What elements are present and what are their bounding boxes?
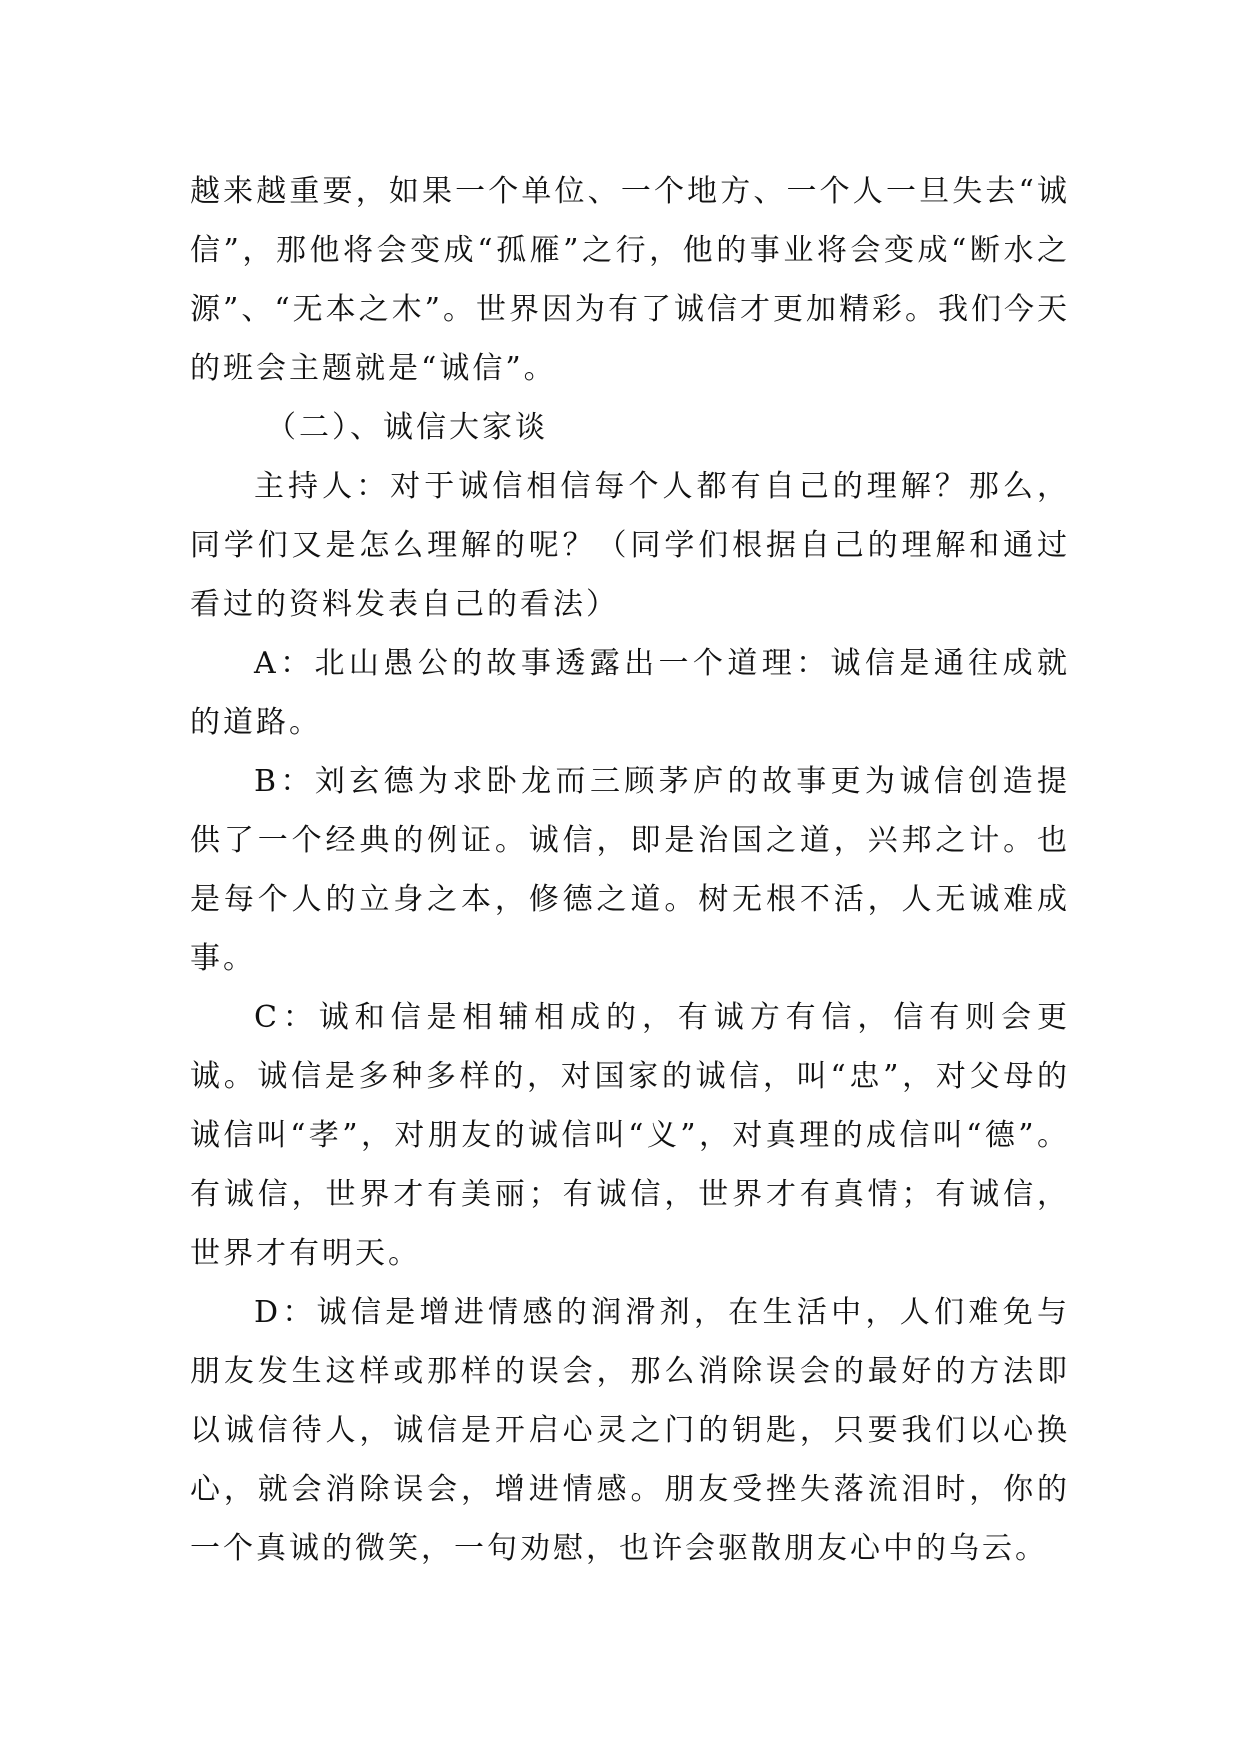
paragraph-c: C：诚和信是相辅相成的，有诚方有信，信有则会更诚。诚信是多种多样的，对国家的诚信，叫“忠”，对父母的诚信叫“孝”，对朋友的诚信叫“义”，对真理的成信叫“德”。有诚信，世界才有美丽；有诚信，世界才有真情；有诚信，世界才有明天。: [190, 1000, 1070, 1271]
paragraph-host: 主持人：对于诚信相信每个人都有自己的理解？那么，同学们又是怎么理解的呢？（同学们根据自己的理解和通过看过的资料发表自己的看法）: [190, 469, 1070, 622]
paragraph-b: B：刘玄德为求卧龙而三顾茅庐的故事更为诚信创造提供了一个经典的例证。诚信，即是治国之道，兴邦之计。也是每个人的立身之本，修德之道。树无根不活，人无诚难成事。: [190, 764, 1070, 976]
document-body: [190, 162, 1070, 1578]
paragraph-intro: 越来越重要，如果一个单位、一个地方、一个人一旦失去“诚信”，那他将会变成“孤雁”之行，他的事业将会变成“断水之源”、“无本之木”。世界因为有了诚信才更加精彩。我们今天的班会主题就是“诚信”。: [190, 174, 1071, 386]
paragraph-d: D：诚信是增进情感的润滑剂，在生活中，人们难免与朋友发生这样或那样的误会，那么消除误会的最好的方法即以诚信待人，诚信是开启心灵之门的钥匙，只要我们以心换心，就会消除误会，增进情感。朋友受挫失落流泪时，你的一个真诚的微笑，一句劝慰，也许会驱散朋友心中的乌云。: [190, 1295, 1070, 1566]
section-heading: （二）、诚信大家谈: [266, 410, 548, 445]
paragraph-a: A：北山愚公的故事透露出一个道理：诚信是通往成就的道路。: [190, 646, 1070, 740]
